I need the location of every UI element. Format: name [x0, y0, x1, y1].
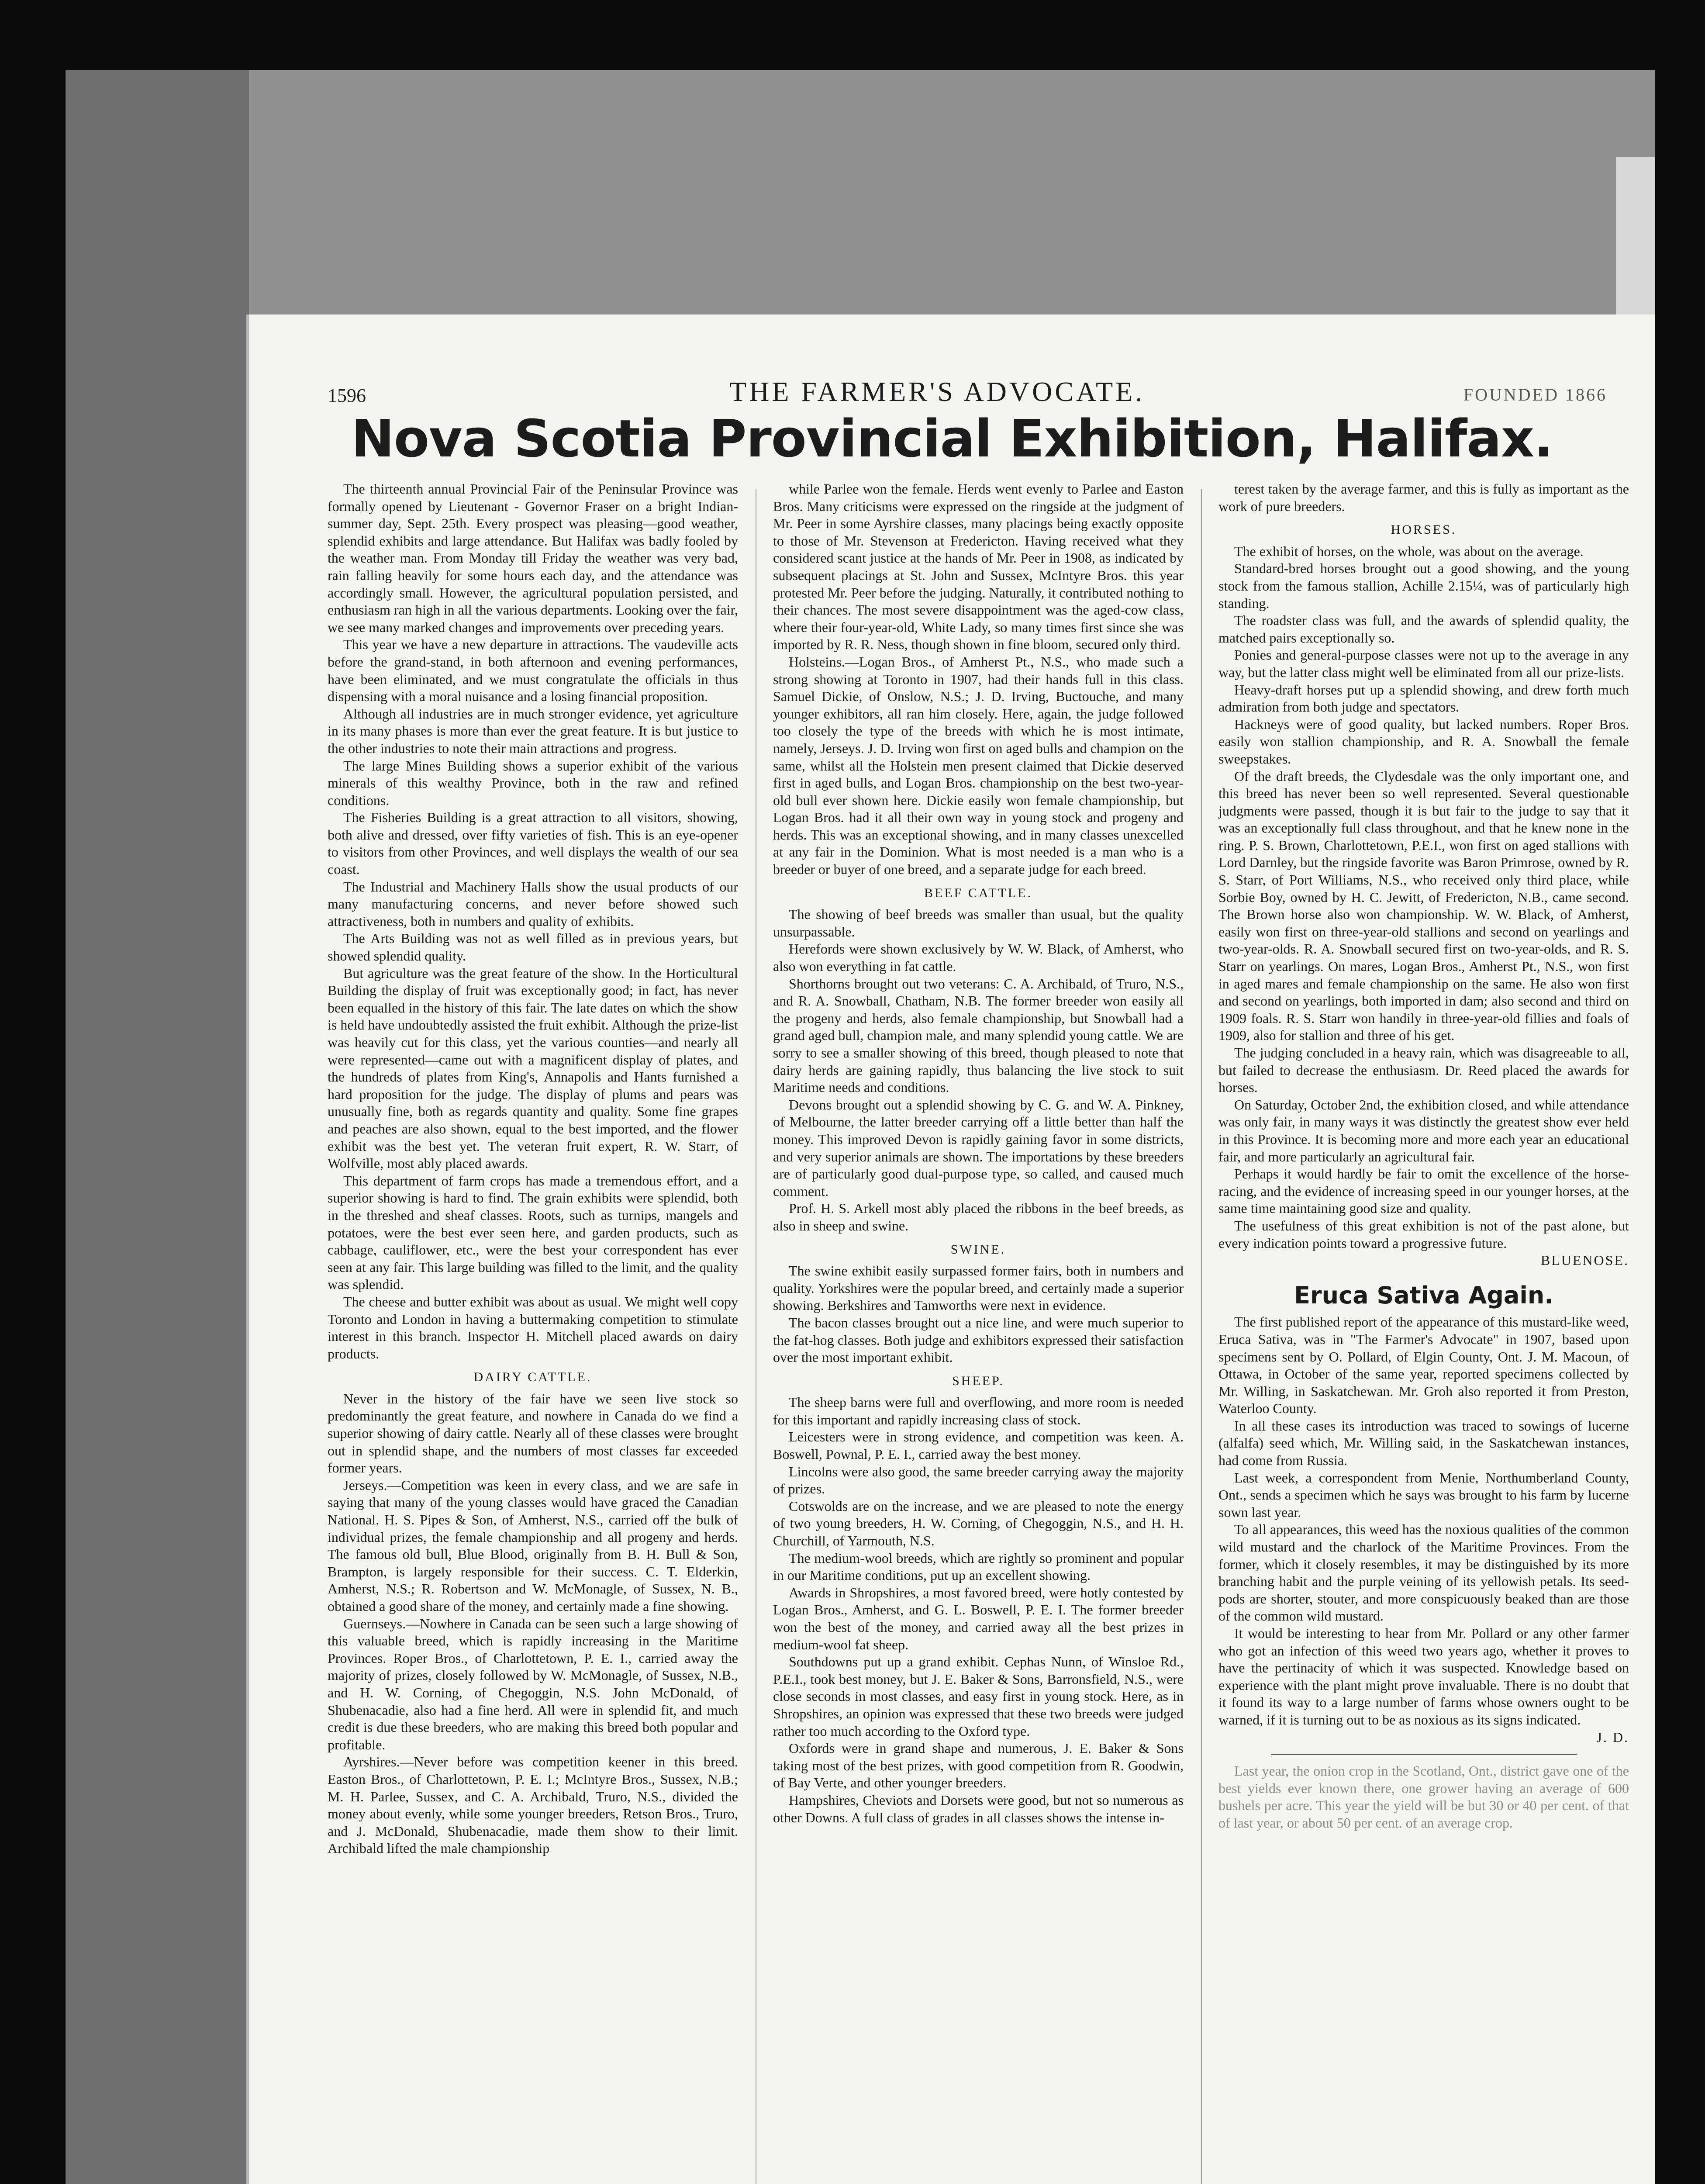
- paragraph: Of the draft breeds, the Clydesdale was the only important one, and this breed has never been so well represented. Several questionable judgments were passed, though it is but fair to the judge to say that it was an exceptionally full class throughout, and that he knew none in the ring. P. S. Brown, Charlottetown, P.E.I., won first on aged stallions with Lord Darnley, but the ringside favorite was Baron Primrose, owned by R. S. Starr, of Port Williams, N.S., who received only third place, while Sorbie Boy, owned by H. C. Jewitt, of Fredericton, N.B., came second. The Brown horse also won championship. W. W. Black, of Amherst, easily won first on three-year-old stallions and second on yearlings and two-year-olds. R. A. Snowball secured first on two-year-olds, and R. S. Starr on yearlings. On mares, Logan Bros., Amherst Pt., N.S., won first in aged mares and female championship on the same. He also won first and second on yearlings, both imported in dam; also second and third on 1909 foals. R. S. Starr won handily in three-year-old fillies and foals of 1909, also for stallion and three of his get.: [1218, 768, 1629, 1044]
- paragraph: terest taken by the average farmer, and this is fully as important as the work of pure breeders.: [1218, 481, 1629, 514]
- paragraph: Last year, the onion crop in the Scotland, Ont., district gave one of the best yields ever known there, one grower having an average of 600 bushels per acre. This year the yield will be but 30 or 40 per cent. of that of last year, or about 50 per cent. of an average crop.: [1218, 1763, 1629, 1831]
- scan-shadow-top: [66, 70, 1655, 314]
- paragraph: Never in the history of the fair have we seen live stock so predominantly the great feature, and nowhere in Canada do we find a superior showing of dairy cattle. Nearly all of these classes were brought out in splendid shape, and the numbers of most classes far exceeded former years.: [328, 1390, 738, 1476]
- paragraph: The sheep barns were full and overflowing, and more room is needed for this important and rapidly increasing class of stock.: [773, 1394, 1184, 1427]
- paragraph: Leicesters were in strong evidence, and competition was keen. A. Boswell, Pownal, P. E. I., carried away the best money.: [773, 1429, 1184, 1462]
- paragraph: Guernseys.—Nowhere in Canada can be seen such a large showing of this valuable breed, which is rapidly increasing in the Maritime Provinces. Roper Bros., of Charlottetown, P. E. I., carried away the majority of prizes, closely followed by W. McMonagle, of Sussex, N.B., and H. W. Corning, of Chegoggin, N.S. John McDonald, of Shubenacadie, also had a fine herd. All were in splendid fit, and much credit is due these breeders, who are making this breed both popular and profitable.: [328, 1615, 738, 1752]
- paragraph: Oxfords were in grand shape and numerous, J. E. Baker & Sons taking most of the best prizes, with good competition from R. Goodwin, of Bay Verte, and other younger breeders.: [773, 1740, 1184, 1791]
- byline-signature: J. D.: [1596, 1729, 1629, 1745]
- paragraph: while Parlee won the female. Herds went evenly to Parlee and Easton Bros. Many criticisms were expressed on the ringside at the judgment of Mr. Peer in some Ayrshire classes, many placings being exactly opposite to those of Mr. Stevenson at Fredericton. Having received what they considered scant justice at the hands of Mr. Peer in 1908, as indicated by subsequent placings at St. John and Sussex, McIntyre Bros. this year protested Mr. Peer before the judging. Naturally, it contributed nothing to their chances. The most severe disappointment was the aged-cow class, where their four-year-old, White Lady, so many times first since she was imported by R. R. Ness, though shown in fine bloom, secured only third.: [773, 481, 1184, 653]
- column-3: [1218, 480, 1629, 1832]
- paragraph: The Arts Building was not as well filled as in previous years, but showed splendid quality.: [328, 930, 738, 964]
- section-heading: DAIRY CATTLE.: [473, 1370, 592, 1385]
- paragraph: But agriculture was the great feature of the show. In the Horticultural Building the display of fruit was exceptionally good; in fact, has never been equalled in the history of this fair. The late dates on which the show is held have undoubtedly assisted the fruit exhibit. Although the prize-list was heavily cut for this class, yet the various counties—and nearly all were represented—came out with a magnificent display of plates, and the hundreds of plates from King's, Annapolis and Hants furnished a hard proposition for the judge. The display of plums and pears was unusually fine, both as regards quantity and quality. Some fine grapes and peaches are also shown, equal to the best imported, and the flower exhibit was the best yet. The veteran fruit expert, R. W. Starr, of Wolfville, most ably placed awards.: [328, 965, 738, 1171]
- paragraph: The swine exhibit easily surpassed former fairs, both in numbers and quality. Yorkshires were the popular breed, and certainly made a superior showing. Berkshires and Tamworths were next in evidence.: [773, 1263, 1184, 1313]
- scan-shadow-left: [66, 70, 249, 2184]
- paragraph: On Saturday, October 2nd, the exhibition closed, and while attendance was only fair, in many ways it was distinctly the greatest show ever held in this Province. It is becoming more and more each year an educational fair, and more particularly an agricultural fair.: [1218, 1096, 1629, 1165]
- paragraph: Ponies and general-purpose classes were not up to the average in any way, but the latter class might well be eliminated from all our prize-lists.: [1218, 647, 1629, 680]
- paragraph: The judging concluded in a heavy rain, which was disagreeable to all, but failed to decrease the enthusiasm. Dr. Reed placed the awards for horses.: [1218, 1045, 1629, 1095]
- paragraph: To all appearances, this weed has the noxious qualities of the common wild mustard and the charlock of the Maritime Provinces. From the former, which it closely resembles, it may be distinguished by its more branching habit and the purple veining of its yellowish petals. Its seed-pods are shorter, stouter, and more conspicuously beaked than are those of the common wild mustard.: [1218, 1521, 1629, 1624]
- paragraph: Perhaps it would hardly be fair to omit the excellence of the horse-racing, and the evidence of increasing speed in our younger horses, at the same time maintaining good size and quality.: [1218, 1166, 1629, 1216]
- founded-note: FOUNDED 1866: [1463, 385, 1607, 404]
- paragraph: The Fisheries Building is a great attraction to all visitors, showing, both alive and dressed, over fifty varieties of fish. This is an eye-opener to visitors from other Provinces, and well displays the wealth of our sea coast.: [328, 809, 738, 878]
- column-divider: [1201, 489, 1202, 2184]
- paragraph: Prof. H. S. Arkell most ably placed the ribbons in the beef breeds, as also in sheep and swine.: [773, 1200, 1184, 1234]
- paragraph: The first published report of the appearance of this mustard-like weed, Eruca Sativa, was in "The Farmer's Advocate" in 1907, based upon specimens sent by O. Pollard, of Elgin County, Ont. J. M. Macoun, of Ottawa, in October of the same year, reported specimens collected by Mr. Willing, in Saskatchewan. Mr. Groh also reported it from Preston, Waterloo County.: [1218, 1314, 1629, 1417]
- page-number: 1596: [328, 385, 366, 406]
- paragraph: Awards in Shropshires, a most favored breed, were hotly contested by Logan Bros., Amherst, and G. L. Boswell, P. E. I. The former breeder won the best of the money, and carried away all the best prizes in medium-wool fat sheep.: [773, 1584, 1184, 1652]
- paragraph: This year we have a new departure in attractions. The vaudeville acts before the grand-stand, in both afternoon and evening performances, have been eliminated, and we must congratulate the officials in thus dispensing with a moral nuisance and a losing financial proposition.: [328, 636, 738, 705]
- paragraph: Holsteins.—Logan Bros., of Amherst Pt., N.S., who made such a strong showing at Toronto in 1907, had their hands full in this class. Samuel Dickie, of Onslow, N.S.; J. D. Irving, Buctouche, and many younger exhibitors, all ran him closely. Here, again, the judge followed too closely the type of the breeds with which he is most intimate, namely, Jerseys. J. D. Irving won first on aged bulls and champion on the same, whilst all the Holstein men present claimed that Dickie deserved first in aged bulls, and Logan Bros. championship on the best two-year-old bull ever shown here. Dickie easily won female championship, but Logan Bros. had it all their own way in young stock and progeny and herds. This was an exceptional showing, and in many classes unexcelled at any fair in the Dominion. What is most needed is a man who is a breeder or buyer of one breed, and a separate judge for each breed.: [773, 653, 1184, 878]
- headline: Nova Scotia Provincial Exhibition, Halifax.: [351, 408, 1553, 469]
- paragraph: The Industrial and Machinery Halls show the usual products of our many manufacturing concerns, and never before showed such attractiveness, both in numbers and quality of exhibits.: [328, 878, 738, 929]
- paragraph: The medium-wool breeds, which are rightly so prominent and popular in our Maritime conditions, put up an excellent showing.: [773, 1550, 1184, 1583]
- newspaper-page: [249, 314, 1655, 2184]
- paragraph: Shorthorns brought out two veterans: C. A. Archibald, of Truro, N.S., and R. A. Snowball, Chatham, N.B. The former breeder won easily all the progeny and herds, also female championship, but Snowball had a grand aged bull, champion male, and many splendid young cattle. We are sorry to see a smaller showing of this breed, though pleased to note that dairy herds are gaining rapidly, thus balancing the live stock to suit Maritime needs and conditions.: [773, 975, 1184, 1095]
- paragraph: This department of farm crops has made a tremendous effort, and a superior showing is hard to find. The grain exhibits were splendid, both in the threshed and sheaf classes. Roots, such as turnips, mangels and potatoes, were the best ever seen here, and garden products, such as cabbage, cauliflower, etc., were the best your correspondent has ever seen at any fair. This large building was filled to the limit, and the quality was splendid.: [328, 1172, 738, 1292]
- paragraph: Cotswolds are on the increase, and we are pleased to note the energy of two young breeders, H. W. Corning, of Chegoggin, N.S., and H. H. Churchill, of Yarmouth, N.S.: [773, 1498, 1184, 1549]
- paragraph: The cheese and butter exhibit was about as usual. We might well copy Toronto and London in having a buttermaking competition to stimulate interest in this branch. Inspector H. Mitchell placed awards on dairy products.: [328, 1293, 738, 1362]
- column-1: [328, 480, 738, 1857]
- paragraph: Heavy-draft horses put up a splendid showing, and drew forth much admiration from both judge and spectators.: [1218, 681, 1629, 715]
- paragraph: The large Mines Building shows a superior exhibit of the various minerals of this wealthy Province, both in the raw and refined conditions.: [328, 757, 738, 808]
- paragraph: In all these cases its introduction was traced to sowings of lucerne (alfalfa) seed which, Mr. Willing said, in the Saskatchewan instances, had come from Russia.: [1218, 1417, 1629, 1469]
- paragraph: Standard-bred horses brought out a good showing, and the young stock from the famous stallion, Achille 2.15¼, was of particularly high standing.: [1218, 560, 1629, 611]
- paragraph: The exhibit of horses, on the whole, was about on the average.: [1234, 543, 1584, 559]
- journal-title: THE FARMER'S ADVOCATE.: [729, 376, 1145, 407]
- byline-signature: BLUENOSE.: [1540, 1252, 1629, 1268]
- paragraph: Devons brought out a splendid showing by C. G. and W. A. Pinkney, of Melbourne, the latter breeder carrying off a little better than half the money. This improved Devon is rapidly gaining favor in some districts, and very superior animals are shown. The importations by these breeders are of particularly good dual-purpose type, so called, and caused much comment.: [773, 1096, 1184, 1199]
- paragraph: The bacon classes brought out a nice line, and were much superior to the fat-hog classes. Both judge and exhibitors expressed their satisfaction over the most important exhibit.: [773, 1314, 1184, 1365]
- paragraph: Ayrshires.—Never before was competition keener in this breed. Easton Bros., of Charlottetown, P. E. I.; McIntyre Bros., Sussex, N.B.; M. H. Parlee, Sussex, and C. A. Archibald, Truro, N.S., divided the money about evenly, while some younger breeders, Retson Bros., Truro, and J. McDonald, Shubenacadie, made them show to their limit. Archibald lifted the male championship: [328, 1754, 738, 1856]
- running-header: [328, 376, 1607, 407]
- section-heading: SWINE.: [950, 1242, 1006, 1257]
- paragraph: Lincolns were also good, the same breeder carrying away the majority of prizes.: [773, 1463, 1184, 1497]
- paragraph: Although all industries are in much stronger evidence, yet agriculture in its many phases is more than ever the great feature. It is but justice to the other industries to note their main attractions and progress.: [328, 705, 738, 756]
- section-heading: SHEEP.: [952, 1373, 1004, 1388]
- column-2: [773, 480, 1184, 1826]
- paragraph: Jerseys.—Competition was keen in every class, and we are safe in saying that many of the young classes would have graced the Canadian National. H. S. Pipes & Son, of Amherst, N.S., carried off the bulk of individual prizes, the female championship and all progeny and herds. The famous old bull, Blue Blood, originally from B. H. Bull & Son, Brampton, is largely responsible for their success. C. T. Elderkin, Amherst, N.S.; R. Robertson and W. McMonagle, of Sussex, N. B., obtained a good share of the money, and certainly made a fine showing.: [328, 1477, 738, 1614]
- paragraph: Hackneys were of good quality, but lacked numbers. Roper Bros. easily won stallion championship, and R. A. Snowball the female sweepstakes.: [1218, 716, 1629, 767]
- paragraph: The thirteenth annual Provincial Fair of the Peninsular Province was formally opened by Lieutenant - Governor Fraser on a bright Indian-summer day, Sept. 25th. Every prospect was pleasing—good weather, splendid exhibits and large attendance. But Halifax was badly fooled by the weather man. From Monday till Friday the weather was very bad, rain falling heavily for some hours each day, and the attendance was accordingly small. However, the agricultural population persisted, and enthusiasm ran high in all the various departments. Looking over the fair, we see many marked changes and improvements over preceding years.: [328, 481, 738, 635]
- section-heading: HORSES.: [1391, 522, 1457, 537]
- paragraph: The showing of beef breeds was smaller than usual, but the quality unsurpassable.: [773, 906, 1184, 940]
- article-title: Eruca Sativa Again.: [1294, 1281, 1553, 1309]
- section-rule: [1271, 1754, 1577, 1755]
- paragraph: Southdowns put up a grand exhibit. Cephas Nunn, of Winsloe Rd., P.E.I., took best money, but J. E. Baker & Sons, Barronsfield, N.S., were close seconds in most classes, and easy first in young stock. Here, as in Shropshires, an opinion was expressed that these two breeds were judged rather too much according to the Oxford type.: [773, 1654, 1184, 1739]
- paragraph: Hampshires, Cheviots and Dorsets were good, but not so numerous as other Downs. A full class of grades in all classes shows the intense in-: [773, 1792, 1184, 1825]
- section-heading: BEEF CATTLE.: [924, 885, 1032, 900]
- paragraph: The usefulness of this great exhibition is not of the past alone, but every indication points toward a progressive future.: [1218, 1217, 1629, 1251]
- paragraph: It would be interesting to hear from Mr. Pollard or any other farmer who got an infection of this weed two years ago, whether it proves to have the pertinacity of which it was suspected. Knowledge based on experience with the plant might prove invaluable. There is no doubt that it found its way to a large number of farms whose owners ought to be warned, if it is turning out to be as noxious as its signs indicated.: [1218, 1625, 1629, 1728]
- paragraph: Herefords were shown exclusively by W. W. Black, of Amherst, who also won everything in fat cattle.: [773, 941, 1184, 975]
- paragraph: Last week, a correspondent from Menie, Northumberland County, Ont., sends a specimen which he says was brought to his farm by lucerne sown last year.: [1218, 1469, 1629, 1520]
- paragraph: The roadster class was full, and the awards of splendid quality, the matched pairs exceptionally so.: [1218, 612, 1629, 646]
